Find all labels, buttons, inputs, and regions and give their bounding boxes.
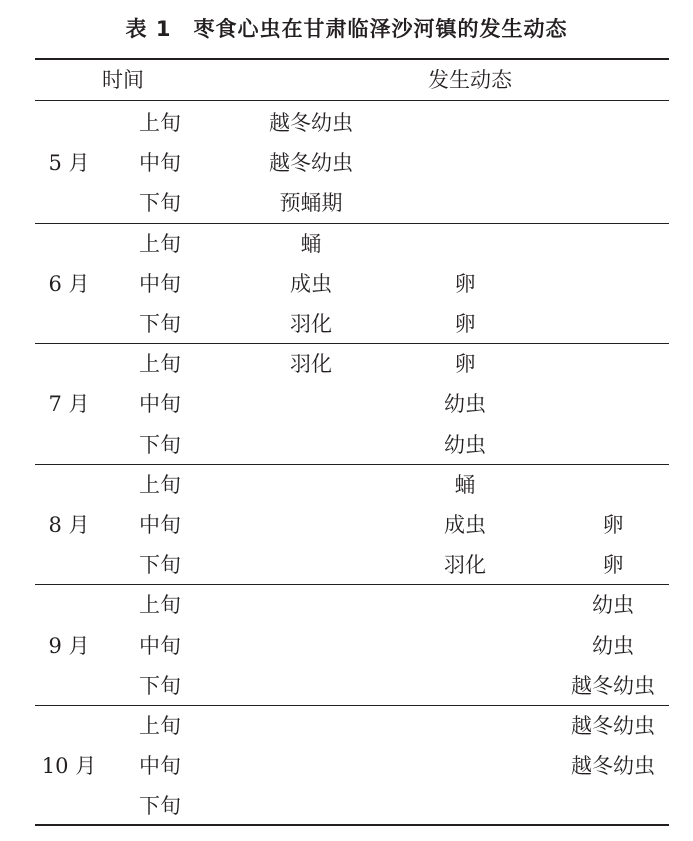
stage-cell: 蛹 bbox=[300, 231, 322, 256]
stage-cell: 羽化 bbox=[290, 312, 332, 336]
stage-cell: 卵 bbox=[454, 352, 476, 377]
stage-cell: 越冬幼虫 bbox=[269, 151, 353, 176]
header-dynamics: 发生动态 bbox=[428, 68, 512, 92]
period-cell: 下旬 bbox=[139, 432, 181, 457]
period-cell: 中旬 bbox=[139, 754, 181, 779]
period-cell: 下旬 bbox=[139, 794, 181, 819]
month-cell: 9 月 bbox=[48, 633, 90, 658]
period-cell: 上旬 bbox=[139, 472, 181, 497]
period-cell: 下旬 bbox=[139, 312, 181, 336]
month-cell: 8 月 bbox=[48, 513, 90, 537]
month-cell: 5 月 bbox=[48, 151, 90, 176]
stage-cell: 羽化 bbox=[444, 553, 486, 578]
stage-cell: 越冬幼虫 bbox=[269, 111, 353, 135]
header-time: 时间 bbox=[102, 68, 144, 92]
period-cell: 下旬 bbox=[139, 553, 181, 578]
table-title: 表 1 枣食心虫在甘肃临泽沙河镇的发生动态 bbox=[125, 17, 568, 41]
period-cell: 中旬 bbox=[139, 633, 181, 658]
stage-cell: 卵 bbox=[454, 312, 476, 336]
stage-cell: 预蛹期 bbox=[279, 191, 343, 216]
period-cell: 上旬 bbox=[139, 714, 181, 738]
stage-cell: 幼虫 bbox=[592, 593, 634, 618]
period-cell: 下旬 bbox=[139, 191, 181, 216]
period-cell: 下旬 bbox=[139, 673, 181, 698]
stage-cell: 蛹 bbox=[454, 472, 476, 497]
period-cell: 上旬 bbox=[139, 593, 181, 618]
month-cell: 10 月 bbox=[41, 754, 97, 779]
stage-cell: 羽化 bbox=[290, 352, 332, 377]
header-rule bbox=[35, 100, 669, 101]
period-cell: 上旬 bbox=[139, 231, 181, 256]
period-cell: 中旬 bbox=[139, 392, 181, 417]
stage-cell: 卵 bbox=[454, 271, 476, 296]
stage-cell: 成虫 bbox=[444, 513, 486, 537]
stage-cell: 成虫 bbox=[290, 271, 332, 296]
stage-cell: 幼虫 bbox=[444, 392, 486, 417]
month-cell: 6 月 bbox=[48, 271, 90, 296]
stage-cell: 卵 bbox=[602, 553, 624, 578]
stage-cell: 越冬幼虫 bbox=[571, 714, 655, 738]
period-cell: 中旬 bbox=[139, 151, 181, 176]
bottom-rule bbox=[35, 824, 669, 826]
stage-cell: 卵 bbox=[602, 513, 624, 537]
stage-cell: 越冬幼虫 bbox=[571, 754, 655, 779]
stage-cell: 越冬幼虫 bbox=[571, 673, 655, 698]
period-cell: 上旬 bbox=[139, 111, 181, 135]
period-cell: 中旬 bbox=[139, 271, 181, 296]
period-cell: 上旬 bbox=[139, 352, 181, 377]
month-cell: 7 月 bbox=[48, 392, 90, 417]
period-cell: 中旬 bbox=[139, 513, 181, 537]
stage-cell: 幼虫 bbox=[592, 633, 634, 658]
stage-cell: 幼虫 bbox=[444, 432, 486, 457]
